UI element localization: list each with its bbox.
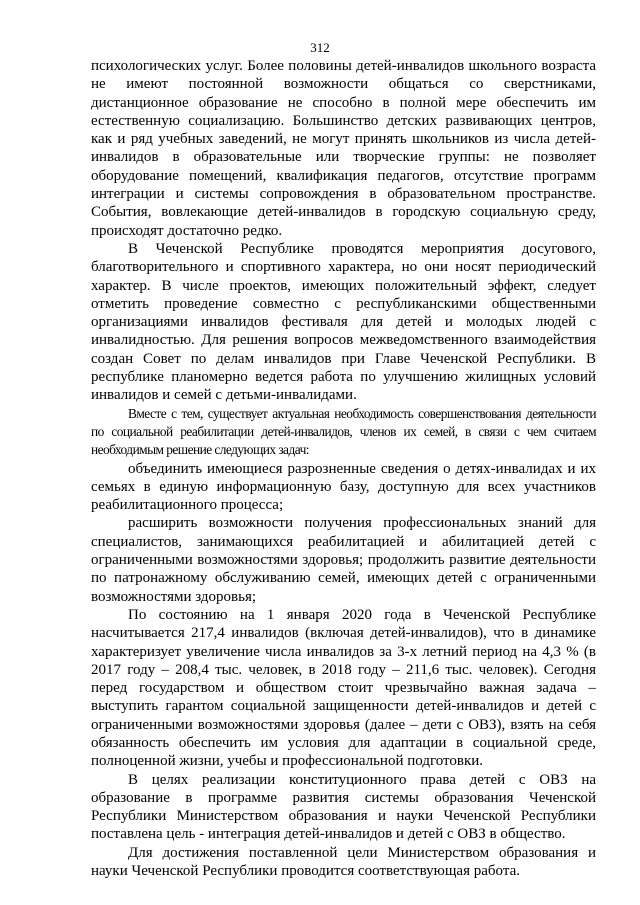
paragraph: В Чеченской Республике проводятся мероприятия досугового, благотворительного и спортивного характера, но они носят периодический характер. В числе проектов, имеющих положительный эффект, следует отметить проведение совместно с республиканскими общественными организациями инвалидов фестиваля для детей и молодых людей с инвалидностью. Для решения вопросов межведомственного взаимодействия создан Совет по делам инвалидов при Главе Чеченской Республики. В республике планомерно ведется работа по улучшению жилищных условий инвалидов и семей с детьми-инвалидами. xyxy=(91,240,596,404)
list-item: объединить имеющиеся разрозненные сведения о детях-инвалидах и их семьях в единую информационную базу, доступную для всех участников реабилитационного процесса; xyxy=(91,460,596,514)
page-number: 312 xyxy=(310,40,330,55)
paragraph: Вместе с тем, существует актуальная необходимость совершенствования деятельности по социальной реабилитации детей-инвалидов, членов их семей, в связи с чем считаем необходимым решение следующих задач: xyxy=(91,405,596,458)
paragraph: В целях реализации конституционного права детей с ОВЗ на образование в программе развития системы образования Чеченской Республики Министерством образования и науки Чеченской Республики поставлена цель - интеграция детей-инвалидов и детей с ОВЗ в общество. xyxy=(91,771,596,843)
paragraph: психологических услуг. Более половины детей-инвалидов школьного возраста не имеют постоянной возможности общаться со сверстниками, дистанционное образование не способно в полной мере обеспечить им естественную социализацию. Большинство детских развивающих центров, как и ряд учебных заведений, не могут принять школьников из числа детей-инвалидов в образовательные или творческие группы: не позволяет оборудование помещений, квалификация педагогов, отсутствие программ интеграции и системы сопровождения в образовательном пространстве. События, вовлекающие детей-инвалидов в городскую социальную среду, происходят достаточно редко. xyxy=(91,58,596,239)
paragraph: Для достижения поставленной цели Министерством образования и науки Чеченской Республики проводится соответствующая работа. xyxy=(91,844,596,880)
paragraph: По состоянию на 1 января 2020 года в Чеченской Республике насчитывается 217,4 инвалидов (включая детей-инвалидов), что в динамике характеризует увеличение числа инвалидов за 3-х летний период на 4,3 % (в 2017 году – 208,4 тыс. человек, в 2018 году – 211,6 тыс. человек). Сегодня перед государством и обществом стоит чрезвычайно важная задача – выступить гарантом социальной защищенности детей-инвалидов и детей с ограниченными возможностями здоровья (далее – дети с ОВЗ), взять на себя обязанность обеспечить им условия для адаптации в социальной среде, полноценной жизни, учебы и профессиональной подготовки. xyxy=(91,606,596,770)
list-item: расширить возможности получения профессиональных знаний для специалистов, занимающихся реабилитацией и абилитацией детей с ограниченными возможностями здоровья; продолжить развитие деятельности по патронажному обслуживанию семей, имеющих детей с ограниченными возможностями здоровья; xyxy=(91,515,596,605)
document-body xyxy=(91,57,596,880)
